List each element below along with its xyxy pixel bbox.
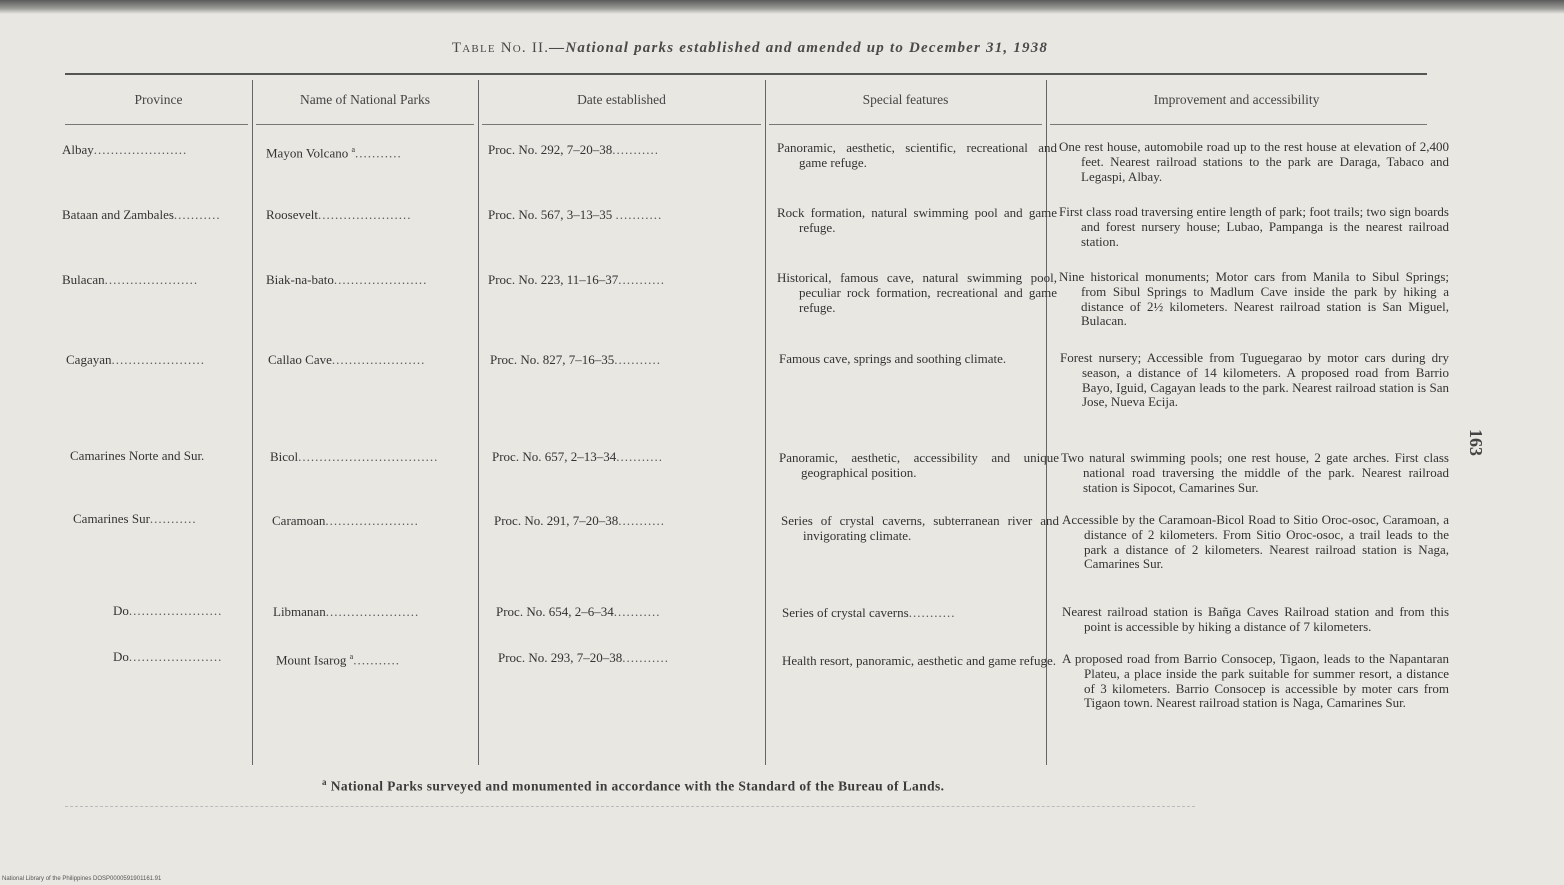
features-cell: Rock formation, natural swimming pool and game refuge. (777, 205, 1057, 235)
ditto-mark: Do (113, 650, 129, 664)
proclamation: Proc. No. 657, 2–13–34 (492, 450, 617, 464)
header-access: Improvement and accessibility (1153, 92, 1320, 107)
province-cell (113, 650, 250, 665)
access-cell: Nearest railroad station is Bañga Caves Railroad station and from this point is accessible by hiking a distance of 7 kilometers. (1062, 604, 1449, 634)
column-divider (765, 80, 766, 765)
ditto-mark: Do (113, 604, 129, 618)
dot-leader: ........... (355, 145, 402, 161)
province-name: Albay (62, 143, 94, 157)
dot-leader: ........... (93, 143, 141, 157)
dot-leader: ........... (391, 450, 439, 464)
province-cell (62, 208, 250, 223)
features-text: Series of crystal caverns (782, 606, 909, 620)
park-cell (266, 143, 474, 161)
date-cell (488, 273, 763, 288)
dot-leader: ........... (616, 450, 663, 464)
header-rule (65, 124, 248, 125)
proclamation: Proc. No. 292, 7–20–38 (488, 143, 613, 157)
header-features: Special features (862, 92, 949, 107)
top-rule (65, 73, 1427, 75)
dot-leader: ........... (380, 273, 428, 287)
features-cell: Series of crystal caverns, subterranean river and invigorating climate. (781, 513, 1059, 543)
header-rule (769, 124, 1042, 125)
dot-leader: ........... (111, 353, 159, 367)
park-cell (272, 514, 474, 529)
dot-leader: ........... (318, 208, 365, 222)
dot-leader: ........... (372, 605, 420, 619)
access-cell: Forest nursery; Accessible from Tuguegarao by motor cars during dry season, a distance of 14 kilometers. A proposed road from Barrio Bayo, Iguid, Cagayan leads to the park. Nearest railroad station is San Jose, Nueva Ecija. (1060, 350, 1449, 410)
page-number: 163 (1466, 429, 1486, 456)
date-cell (488, 143, 763, 158)
date-cell (496, 605, 763, 620)
footnote-mark: a (322, 777, 327, 787)
dot-leader: ........... (622, 651, 669, 665)
dot-leader: ........... (331, 353, 379, 367)
date-cell (498, 651, 763, 666)
proclamation: Proc. No. 827, 7–16–35 (490, 353, 615, 367)
dot-leader: ........... (175, 604, 223, 618)
park-name: Callao Cave (268, 353, 332, 367)
dot-leader: ........... (353, 652, 400, 668)
header-rule (1050, 124, 1427, 125)
province-name: Camarines Norte and Sur. (70, 448, 205, 463)
column-divider (478, 80, 479, 765)
features-cell: Health resort, panoramic, aesthetic and game refuge. (782, 653, 1056, 668)
dot-leader: ........... (364, 208, 412, 222)
access-cell: A proposed road from Barrio Consocep, Tigaon, leads to the Napantaran Plateu, a place inside the park suitable for summer resort, a distance of 3 kilometers. Barrio Consocep is accessible by moter cars from Tigaon town. Nearest railroad station is Naga, Camarines Sur. (1062, 651, 1449, 711)
proclamation: Proc. No. 567, 3–13–35 (488, 208, 613, 222)
access-cell: Two natural swimming pools; one rest house, 2 gate arches. First class national road traversing the middle of the park. Nearest railroad station is Sipocot, Camarines Sur. (1061, 450, 1449, 495)
access-cell: Accessible by the Caramoan-Bicol Road to Sitio Oroc-osoc, Caramoan, a distance of 2 kilometers. From Sitio Oroc-osoc, a trail leads to the park a distance of 2 kilometers. Nearest railroad station is Naga, Camarines Sur. (1062, 512, 1449, 572)
dot-leader: ........... (151, 273, 199, 287)
dot-leader: ........... (158, 353, 205, 367)
park-cell (268, 353, 474, 368)
features-cell: Famous cave, springs and soothing climate. (779, 351, 1007, 366)
proclamation: Proc. No. 223, 11–16–37 (488, 273, 619, 287)
province-name: Camarines Sur (73, 512, 150, 526)
dot-leader: ........... (140, 143, 188, 157)
dot-leader: ........... (613, 605, 661, 619)
header-park-name: Name of National Parks (299, 92, 431, 107)
footnote-marker: a (349, 652, 354, 661)
footnote-marker: a (351, 145, 356, 154)
bottom-rule (65, 806, 1195, 807)
proclamation: Proc. No. 654, 2–6–34 (496, 605, 614, 619)
dot-leader: ........... (618, 273, 665, 287)
page-edge (0, 0, 1564, 14)
header-province: Province (134, 92, 183, 107)
features-cell: Panoramic, aesthetic, scientific, recreational and game refuge. (777, 140, 1057, 170)
dot-leader: ........... (372, 514, 419, 528)
dot-leader: ........... (325, 514, 373, 528)
dot-leader: ........... (344, 450, 392, 464)
proclamation: Proc. No. 291, 7–20–38 (494, 514, 619, 528)
park-name: Caramoan (272, 514, 326, 528)
table-title (0, 40, 1500, 57)
features-cell (782, 606, 1044, 621)
dot-leader: ........... (612, 143, 659, 157)
park-name: Roosevelt (266, 208, 318, 222)
features-cell: Historical, famous cave, natural swimming pool, peculiar rock formation, recreational and game refuge. (777, 270, 1057, 315)
dot-leader: ........... (149, 512, 197, 526)
province-cell (62, 273, 250, 288)
dot-leader: ........... (175, 650, 223, 664)
province-name: Bulacan (62, 273, 105, 287)
proclamation: Proc. No. 293, 7–20–38 (498, 651, 623, 665)
dot-leader: ........... (908, 606, 956, 620)
dot-leader: ........... (325, 605, 373, 619)
province-cell (66, 353, 250, 368)
header-date: Date established (577, 92, 666, 107)
table-number: Table No. II. (451, 40, 550, 56)
province-cell (73, 512, 250, 527)
province-name: Cagayan (66, 353, 112, 367)
park-name: Libmanan (273, 605, 326, 619)
park-name: Mount Isarog (276, 652, 347, 668)
table-footnote (322, 777, 944, 795)
table-caption: —National parks established and amended up to December 31, 1938 (549, 40, 1049, 56)
header-rule (256, 124, 474, 125)
province-cell (70, 449, 250, 464)
park-name: Mayon Volcano (266, 145, 349, 161)
dot-leader: ........... (128, 604, 176, 618)
park-name: Biak-na-bato (266, 273, 334, 287)
park-cell (270, 450, 474, 465)
dot-leader: ........... (104, 273, 152, 287)
scan-credit: National Library of the Philippines DOSP0000591901161.91 (2, 876, 162, 882)
date-cell (488, 208, 763, 223)
dot-leader: ........... (614, 353, 661, 367)
access-cell: First class road traversing entire length of park; foot trails; two sign boards and forest nursery house; Lubao, Pampanga is the nearest railroad station. (1059, 204, 1449, 249)
dot-leader: ........... (298, 450, 345, 464)
header-rule (482, 124, 761, 125)
park-cell (266, 208, 474, 223)
date-cell (494, 514, 763, 529)
access-cell: One rest house, automobile road up to the rest house at elevation of 2,400 feet. Nearest railroad stations to the park are Daraga, Tabaco and Legaspi, Albay. (1059, 139, 1449, 184)
features-cell: Panoramic, aesthetic, accessibility and unique geographical position. (779, 450, 1059, 480)
footnote-text: National Parks surveyed and monumented in accordance with the Standard of the Bureau of Lands. (330, 778, 945, 794)
dot-leader: ........... (333, 273, 381, 287)
province-cell (113, 604, 250, 619)
date-cell (492, 450, 763, 465)
dot-leader: ........... (173, 208, 221, 222)
column-divider (252, 80, 253, 765)
dot-leader: ........... (128, 650, 176, 664)
date-cell (490, 353, 763, 368)
park-name: Bicol (270, 450, 299, 464)
park-cell (273, 605, 474, 620)
dot-leader: ........... (378, 353, 426, 367)
access-cell: Nine historical monuments; Motor cars from Manila to Sibul Springs; from Sibul Springs to Madlum Cave inside the park by hiking a distance of 2½ kilometers. Nearest railroad station is San Miguel, Bulacan. (1059, 269, 1449, 329)
dot-leader: ........... (618, 514, 665, 528)
province-cell (62, 143, 250, 158)
park-cell (276, 650, 474, 668)
dot-leader: ........... (615, 208, 663, 222)
province-name: Bataan and Zambales (62, 208, 174, 222)
park-cell (266, 273, 474, 288)
